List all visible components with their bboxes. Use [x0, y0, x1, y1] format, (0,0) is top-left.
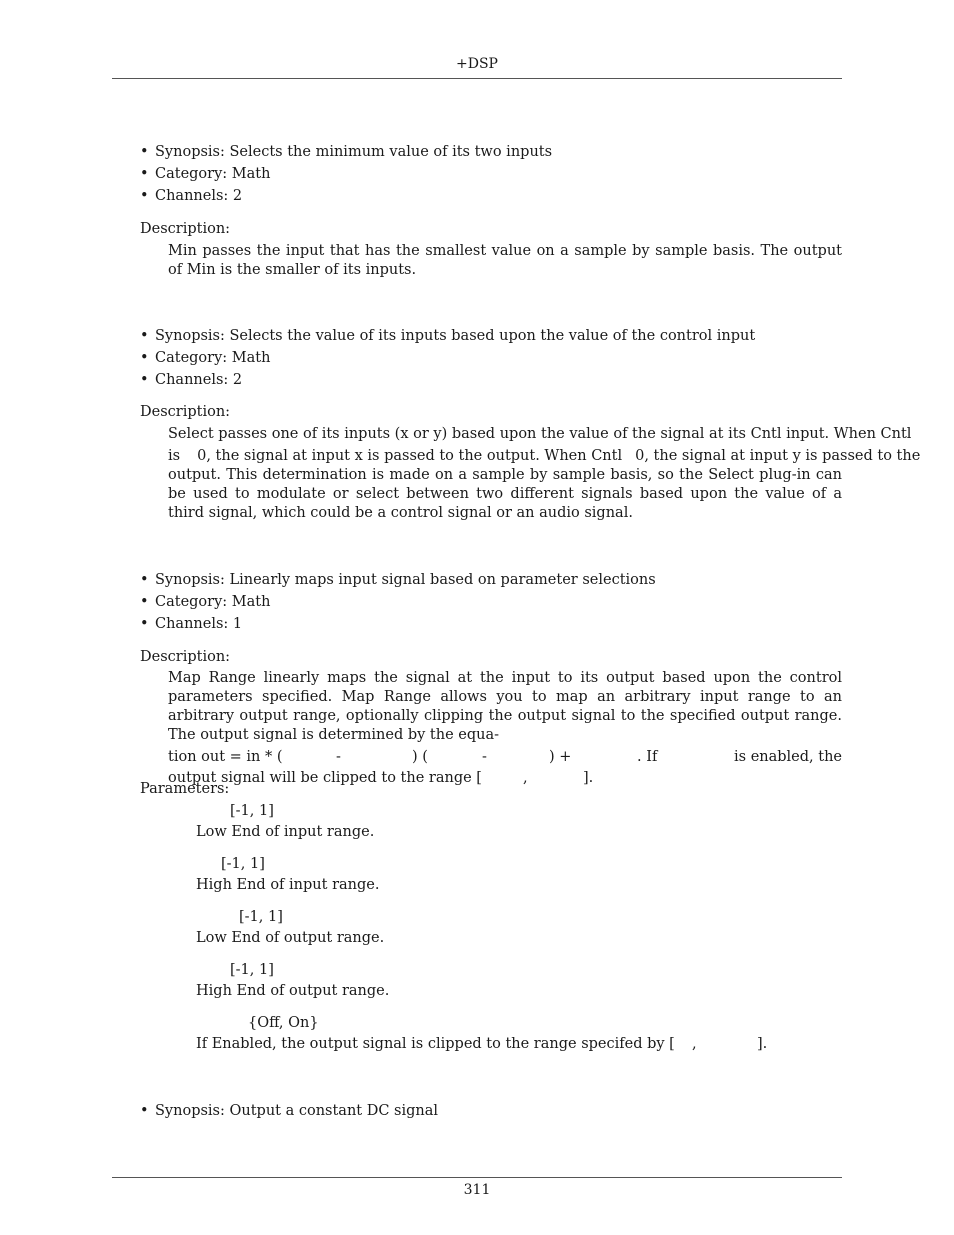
select-description [168, 425, 921, 523]
param-range: [-1, 1] [230, 962, 274, 978]
maprange-text: - [336, 749, 341, 765]
list-item: • Category: Math [140, 593, 656, 615]
list-item: • Category: Math [140, 349, 755, 371]
maprange-text: is enabled, the [734, 749, 842, 765]
maprange-text: ) + [549, 749, 572, 765]
maprange-text: If Enabled, the output signal is clipped to the range specifed by [ [196, 1036, 675, 1052]
header-rule [112, 78, 842, 79]
list-item: • Synopsis: Linearly maps input signal based on parameter selections [140, 571, 656, 593]
select-description-line1: Select passes one of its inputs (x or y) based upon the value of the signal at its Cntl input. When Cntl [168, 426, 912, 442]
param-range: [-1, 1] [221, 856, 265, 872]
param-range: {Off, On} [248, 1015, 319, 1031]
min-description-label: Description: [140, 221, 231, 237]
maprange-equation-line [168, 748, 842, 767]
param-description: High End of input range. [196, 877, 380, 893]
param-range: [-1, 1] [239, 909, 283, 925]
maprange-text: output signal will be clipped to the range [ [168, 770, 482, 786]
maprange-text: - [482, 749, 487, 765]
maprange-text: tion out = in * ( [168, 749, 283, 765]
select-description-label: Description: [140, 404, 231, 420]
running-header: +DSP [456, 56, 498, 72]
select-description-line2 [168, 447, 921, 466]
param-range: [-1, 1] [230, 803, 274, 819]
maprange-text: ]. [583, 770, 594, 786]
min-description: Min passes the input that has the smallest value on a sample by sample basis. The output of Min is the smaller of its inputs. [168, 243, 842, 278]
page-number: 311 [463, 1182, 491, 1198]
maprange-text: . If [637, 749, 658, 765]
maprange-range-line [168, 769, 842, 788]
list-item: • Category: Math [140, 165, 552, 187]
maprange-text: ) ( [412, 749, 428, 765]
list-item: • Channels: 2 [140, 371, 755, 393]
param-description: High End of output range. [196, 983, 390, 999]
footer-rule [112, 1177, 842, 1178]
list-item: • Synopsis: Selects the minimum value of its two inputs [140, 143, 552, 165]
list-item: • Channels: 2 [140, 187, 552, 209]
param-description: Low End of output range. [196, 930, 385, 946]
list-item: • Synopsis: Output a constant DC signal [140, 1102, 438, 1124]
dc-bullet-list [140, 1102, 438, 1124]
min-bullet-list [140, 143, 552, 209]
param-description [196, 1035, 796, 1054]
select-description-rest: output. This determination is made on a sample by sample basis, so the Select plug-in can be used to modulate or select between two different signals based upon the value of a third signal, which could be a control signal or an audio signal. [168, 467, 842, 521]
param-description: Low End of input range. [196, 824, 375, 840]
maprange-bullet-list [140, 571, 656, 637]
select-text: is [168, 448, 181, 464]
select-text: 0, the signal at input y is passed to the [635, 448, 921, 464]
maprange-text: ]. [757, 1036, 768, 1052]
maprange-description-label: Description: [140, 649, 231, 665]
maprange-text: , [523, 770, 528, 786]
list-item: • Channels: 1 [140, 615, 656, 637]
maprange-description-main: Map Range linearly maps the signal at the input to its output based upon the control parameters specified. Map Range allows you to map an arbitrary input range to an arbitrary output range, optionally clipping the output signal to the specified output range. The output signal is determined by the equa- [168, 670, 842, 743]
list-item: • Synopsis: Selects the value of its inputs based upon the value of the control input [140, 327, 755, 349]
maprange-text: , [692, 1036, 697, 1052]
select-text: 0, the signal at input x is passed to the output. When Cntl [197, 448, 623, 464]
parameters-label: Parameters: [140, 781, 230, 797]
maprange-description [168, 669, 842, 788]
select-bullet-list [140, 327, 755, 393]
